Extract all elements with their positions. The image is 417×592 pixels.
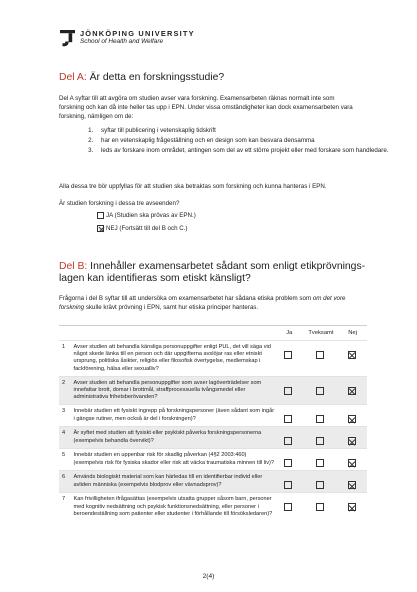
- question-text: Är syftet med studien att fysiskt eller psykiskt påverka forskningspersonerna (exempelvis behandla övervikt)?: [73, 430, 262, 444]
- table-row: [59, 404, 367, 426]
- question-text: Kan frivilligheten ifrågasättas (exempelvis utsatta grupper såsom barn, personer med kognitiv nedsättning och psykisk funktionsnedsättning, eller personer i beroendeställning som patienter eller studenter i förhållande till försöksledaren)?: [73, 496, 273, 517]
- question-text: Avser studien att behandla personuppgifter som avser lagöverträdelser som innefattar brott, domar i brottmål, straffprocessuella tvångsmedel eller administrativa frihetsberövanden?: [73, 379, 262, 401]
- nej-checkbox-checked[interactable]: [348, 351, 356, 359]
- section-a-tag: Del A:: [59, 72, 87, 83]
- option-nej-label: NEJ (Fortsätt till del B och C.): [106, 225, 188, 232]
- section-b-intro: [59, 294, 367, 312]
- section-b-intro-em: om det vore forskning: [59, 295, 346, 312]
- tveksamt-checkbox[interactable]: [316, 437, 324, 445]
- ja-checkbox[interactable]: [284, 437, 292, 445]
- table-row: [59, 376, 367, 405]
- tveksamt-checkbox[interactable]: [316, 503, 324, 511]
- question-text: Används biologiskt material som kan härledas till en identifierbar individ eller avliden människa (exempelvis blodprov eller vävnadsprov)?: [73, 474, 263, 488]
- ethics-question-table: [59, 325, 367, 521]
- question-text: Innebär studien en uppenbar risk för skadlig påverkan (4§2 2003:460) (exempelvis risk för fysiska skador eller risk att väcka traumatiska minnen till liv)?: [73, 452, 275, 466]
- table-row: [59, 492, 367, 521]
- ja-checkbox[interactable]: [284, 481, 292, 489]
- col-nej: Nej: [348, 330, 357, 336]
- criteria-item: 1. syftar till publicering i vetenskaplig tidskrift: [95, 127, 395, 135]
- option-ja[interactable]: [97, 211, 196, 220]
- nej-checkbox-checked[interactable]: [97, 225, 104, 232]
- col-tveksamt: Tveksamt: [308, 330, 334, 336]
- table-row: [59, 448, 367, 470]
- table-row: [59, 426, 367, 448]
- section-b-title-line2: lagen kan identifieras som etiskt känsligt?: [59, 273, 251, 284]
- question-number: 4: [62, 430, 66, 437]
- table-header: [59, 326, 367, 340]
- question-number: 2: [62, 379, 66, 386]
- ja-checkbox[interactable]: [284, 351, 292, 359]
- criteria-item: 3. leds av forskare inom området, antingen som del av ett större projekt eller med forskare som handledare.: [95, 147, 395, 155]
- question-number: 7: [62, 496, 66, 503]
- option-nej[interactable]: [97, 224, 188, 233]
- question-text: Innebär studien ett fysiskt ingrepp på forskningspersoner (även sådant som ingår i gängse rutiner, men också är del i forskningen)?: [73, 408, 275, 422]
- nej-checkbox-checked[interactable]: [348, 415, 356, 423]
- section-b-title-line1: Innehåller examensarbetet sådant som enligt etikprövnings-: [87, 261, 366, 272]
- tveksamt-checkbox[interactable]: [316, 481, 324, 489]
- nej-checkbox-checked[interactable]: [348, 387, 356, 395]
- section-b-intro-pre: Frågorna i del B syftar till att undersöka om examensarbetet har sådana etiska problem som: [59, 295, 313, 302]
- question-number: 3: [62, 408, 66, 415]
- option-ja-label: JA (Studien ska prövas av EPN.): [106, 212, 196, 219]
- section-a-title: Är detta en forskningsstudie?: [86, 72, 225, 83]
- nej-checkbox-checked[interactable]: [348, 481, 356, 489]
- col-ja: Ja: [286, 330, 293, 336]
- tveksamt-checkbox[interactable]: [316, 387, 324, 395]
- section-a-heading: [59, 72, 224, 84]
- section-b-heading: [59, 261, 365, 285]
- ja-checkbox[interactable]: [97, 212, 104, 219]
- nej-checkbox-checked[interactable]: [348, 459, 356, 467]
- ja-checkbox[interactable]: [284, 415, 292, 423]
- nej-checkbox-checked[interactable]: [348, 503, 356, 511]
- ja-checkbox[interactable]: [284, 387, 292, 395]
- school-name: School of Health and Welfare: [80, 38, 164, 45]
- tveksamt-checkbox[interactable]: [316, 415, 324, 423]
- section-b-tag: Del B:: [59, 261, 88, 272]
- section-a-question: Är studien forskning i dessa tre avseenden?: [59, 200, 180, 207]
- nej-checkbox-checked[interactable]: [348, 437, 356, 445]
- ja-checkbox[interactable]: [284, 503, 292, 511]
- question-number: 6: [62, 474, 66, 481]
- section-a-conclusion: Alla dessa tre bör uppfyllas för att studien ska betraktas som forskning och kunna hanteras i EPN.: [59, 183, 327, 190]
- section-b-intro-post: skulle krävt prövning i EPN, samt hur etiska principer hanteras.: [84, 304, 259, 312]
- ja-checkbox[interactable]: [284, 459, 292, 467]
- tveksamt-checkbox[interactable]: [316, 351, 324, 359]
- table-row: [59, 340, 367, 376]
- table-row: [59, 470, 367, 492]
- criteria-list: [59, 127, 395, 156]
- university-name: JÖNKÖPING UNIVERSITY: [80, 29, 195, 38]
- university-header: [60, 30, 195, 48]
- question-text: Avser studien att behandla känsliga personuppgifter enligt PUL, det vill säga vid något skede länka till en person och där uppgifterna avslöjar ras eller etniskt ursprung, politiska åsikter, religiös eller filosofisk övertygelse, medlemskap i fackförening, hälsa eller sexualliv?: [73, 344, 271, 372]
- tveksamt-checkbox[interactable]: [316, 459, 324, 467]
- criteria-item: 2. har en vetenskaplig frågeställning och en design som kan besvara densamma: [95, 137, 395, 145]
- section-a-intro: Del A syftar till att avgöra om studien avser vara forskning. Examensarbeten räknas normalt inte som forskning och kan då inte heller tas upp i EPN. Under vissa omständigheter kan dock examensarbeten vara forskning, nämligen om de:: [59, 95, 353, 121]
- question-number: 1: [62, 344, 66, 350]
- question-number: 5: [62, 452, 66, 459]
- university-logo-icon: [60, 30, 75, 48]
- page-number: 2(4): [202, 573, 215, 580]
